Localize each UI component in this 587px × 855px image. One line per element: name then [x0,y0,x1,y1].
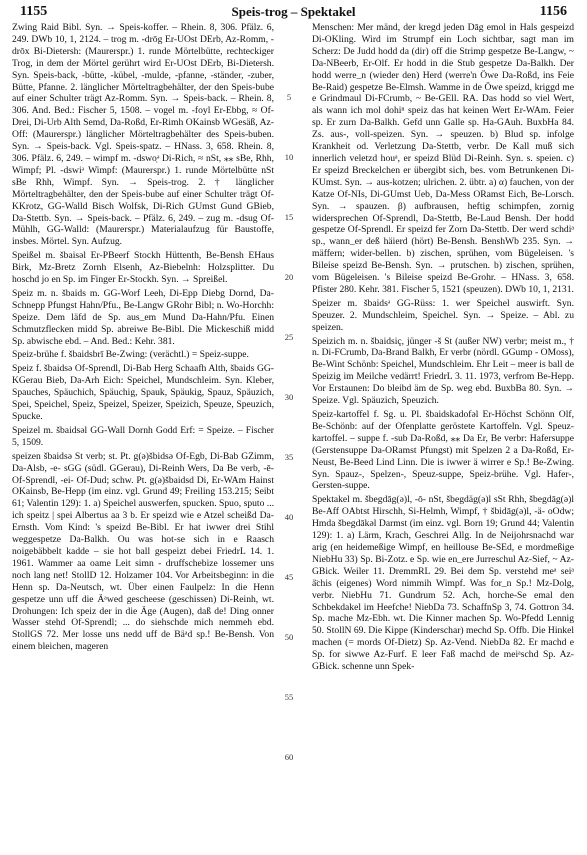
line-number: 55 [284,692,294,702]
page-header [0,0,587,22]
line-number: 45 [284,572,294,582]
line-number: 50 [284,632,294,642]
line-number: 60 [284,752,294,762]
running-title: Speis-trog – Spektakel [231,4,356,19]
line-number: 10 [284,152,294,162]
page-number-left: 1155 [20,4,48,19]
line-number: 30 [284,392,294,402]
page-number-right: 1156 [539,4,567,19]
line-number: 25 [284,332,294,342]
entry-paragraph: Speiz m. n. šbaids m. GG-Worf Leeh, Di-Epp Diebg Dornd, Da-Schnepp Pfungst Hahn/Pfu., Be-Langw GRohr Bibl; n. Wo-Horchh: Speize. Dem läfd de Sp. aus_em Mund Da-Hahn/Pfu. Einen Schmutzflecken midd Sp. abreiwe Be-Bibl. Die Mickeschiß midd Sp. abwische ebd. – And. Bed.: Kehr. 381. [12,287,274,347]
entry-paragraph: Speißel m. šbaisəl Er-PBeerf Stockh Hüttenth, Be-Bensh EHaus Birk, Mz-Bretz Zornh Elsenh, Az-Biebelnh: Holzsplitter. Du hoschd jo en Sp. im Finger Er-Stockh. Syn. → Spreißel. [12,250,274,286]
line-number: 40 [284,512,294,522]
line-number-gutter [274,22,304,850]
entry-paragraph: speizen šbaidsə St verb; st. Pt. g(ə)šbidsə Of-Egb, Di-Bab GZimm, Da-Alsb, -e- sGG (südl. GGerau), Di-Reinh Wers, Da Be verb, -ē- Of-Sprendl, -ei- Of-Dud; schw. Pt. g(ə)šbaidsd Di, Er-WAm Hainst OKainsb, Be-Hepp (im einz. vgl. Grund 49; Freiling 153.215; Seibt 61; Valentin 129): 1. a) Speichel auswerfen, spucken. Spuo, sputo ... ich speitz | spei Albertus aa 3 b. Er speizd wie e Atzel scheißd Da-Ernsth. Vom Kind: 's speizd Be-Bibl. Er hat iwwer drei Stihl weggespetze Da-Balkh. Ou was hot-se sich in e Raasch noigebäbbelt kadde – sie hot ball gespeizt debei FriedrL 14. 1. 1961. Wammer aa oame Leit simn - druffschebize lossemer uns noch lang net! StollD 12. Holzamer 104. Vor Arbeitsbeginn: in die Henn sp. Da-Neutsch, wt. Über einen Faulpelz: In die Henn gespetze unn uff die Äᵃwed gescheese (geschissen) Di-Reinh, wt. Drohungen: Ich speiz der in die Äge (Augen), daß de! Ding onner Wasser stehd Of-Sprendl; ... do siehschde mich nemmeh ebd. StollGS 72. Mer losse uns nedd uff de Bäᵃd sp.! Be-Bensh. Von einem bleichen, mageren [12,450,274,653]
line-number: 35 [284,452,294,462]
line-number: 15 [284,212,294,222]
entry-paragraph: Speizich m. n. šbaidsiç, jünger -š St (außer NW) verbr; meist m., † n. Di-FCrumb, Da-Brand Balkh, Er verbr (nördl. GGump - OMoss), Be-Wint Schönb: Speichel, Mundschleim. Ehr Leit – meer is ball de Speizig im Meilche vedärrt! FriedrL 3. 11. 1973, verfrom Be-Hepp. Vor Erstaunen: Do bleibd äm de Sp. weg ebd. BuxbBa 80. Syn. → Speize. Vgl. Späuzich, Speuzich. [312,335,574,407]
left-column [12,22,274,850]
entry-paragraph: Speizel m. šbaidsəl GG-Wall Dornh Godd Erf: = Speize. – Fischer 5, 1509. [12,424,274,448]
entry-paragraph: Speiz-kartoffel f. Sg. u. Pl. šbaidskadofəl Er-Höchst Schönn Olf, Be-Schönb: auf der Ofenplatte geröstete Kartoffeln. Vgl. Speuz-kartoffel. – suppe f. -sub Da-Roßd, ⁎⁎ Da Er, Be verbr: Hafersuppe (Gerstensuppe Da-ORamst Pfungst) mit Spelzen 2 a Da-Roßd, Er-Neust, Be-Beed Lind Linn. Die is iwwer ä wirrer e Sp.! Be-Zwing. Syn. Spauz-, Spelzen-, Speuz-suppe, Speiz-brühe. Vgl. Hafer-, Gersten-suppe. [312,409,574,492]
entry-paragraph: Menschen: Mer mänd, der kregd jeden Dāg emol in Hals gespeizd Di-OKling. Wird im Strumpf ein Loch sichtbar, sagt man im Scherz: De Judd hodd da (dir) off die Strimp gespetze Be-Langw, ~ Da-NBeerb, Er-Olf. Er hodd in die Stub gespetze Da-Balkh. Der hodd werre_n (wieder den) Herd (werre'n Öwe Da-Roßd, ins Feie Be-Raid) gespetze Be-Elmsh. Wamme in de Öwe speizd, kriggd me e Grindmaul Di-FCrumb, ~ Be-GEll. RA. Das hodd so viel Wert, als wann ich mol dohiⁿ speiz das hat keinen Wert Er-WAm. Feier sp. Er zurn Da-Balkh. Gefd unn Galle sp. Ha-GAuh. BuxbHa 84. Zs. aus-, voll-speizen. Syn. → speuzen. b) Blud sp. infolge Krankheit od. Verletzung Da-Stettb, verbr. De Kall muß sich innerlich veletzd houᵃ, er speizd Blüd Di-Reinh. Syn. s. speien. c) Er speizd Breckelchen er übergibt sich, bes. vom Betrunkenen Di-KUmst. Syn. → aus-kotzen; ulrichen. 2. übtr. a) α) fauchen, von der Katze Of-NIs, Di-GUmst Ueb, Da-Mess ORamst Eich, Be-Lorsch. Syn. → spauzen. β) aufbrausen, heftig schimpfen, zornig widersprechen Of-Sprendl, Da-Stettb, Be-Laud Bensh. Der hodd gespetze Of-Sprendl. Er speizd fer Zorn Da-Stettb. Der werd schdiᵃ sp., wann_er deß häierd (hört) Be-Bensh. BenshWb 235. Syn. → mäffern; wider-bellen. b) zischen, sprühen, vom Bügeleisen. 's Bileise speizd Be-Bensh. Syn. → prutschen. b) zischen, sprühen, vom Bügeleisen. 's Bileise speizd Be-Grohr. – HNass. 3, 658. Pfister 280. Kehr. 381. Fischer 5, 1521 (speuzen). DWb 10, 1, 2131. [312,22,574,295]
entry-paragraph: Zwing Raid Bibl. Syn. → Speis-koffer. – Rhein. 8, 306. Pfälz. 6, 249. DWb 10, 1, 2124. – trog m. -drōg Er-UOst DErb, Az-Romm, -drōx Bi-Dietersh: (Maurerspr.) 1. runde Mörtelbütte, rechteckiger Trog, in dem der Mörtel gerührt wird Er-UOst DErb, Bi-Dietersh. Syn. Speis-back, -bütte, -kübel, -mulde, -pfanne, -ständer, -zuber, Bütte, Pfanne. 2. länglicher Mörteltragbehälter, der den Speis-bube auf einer Schulter trägt Az-Romm. Syn. → Speis-back. – Rhein. 8, 306. And. Bed.: Fischer 5, 1508. – vogel m. -foyl Er-Ebbg, ≈ Of-Drei, Di-Urb Alth Semd, Da-Roßd, Er-Rimh OKainsb WGesäß, Az-Off: (Maurerspr.) länglicher Mörteltragbehälter des Speis-buben. Syn. → Speis-back. Vgl. Speis-spatz. – HNass. 3, 658. Rhein. 8, 306. Pfälz. 6, 249. – wimpf m. -dswo̜ᵊ Di-Rich, ≈ nSt, ⁎⁎ sBe, Rhh, Wimpf; Pl. -dswiᵊ Wimpf: (Maurerspr.) 1. runde Mörtelbütte nSt sBe Rhh, Wimpf. Syn. → Speis-trog. 2. † länglicher Mörteltragbehälter, den der Speis-bube auf einer Schulter trägt Of-KKrotz, GG-Walld Bisch Wolfsk, Di-Rich GUmst Gund GBieb, Da-Stettb. Syn. → Speis-back. – Pfälz. 6, 249. – zug m. -dsug Of-Mühlh, GG-Walld: (Maurerspr.) Materialaufzug für Baustoffe, insbes. Mörtel. Syn. Aufzug. [12,22,274,248]
entry-paragraph: Spektakel m. šbegdāg(ə)l, -ō- nSt, šbegdäg(ə)l sSt Rhh, šbegdāg(ə)l Be-Aff OAbtst Hirschh, Si-Helmh, Wimpf, † šbidāg(ə)l, -ä- oOdw; Hmda šbegdākəl Darmst (im einz. vgl. Born 19; Grund 44; Valentin 129): 1. a) Lärm, Krach, Geschrei Allg. In de Neijohrsnachd war arig (en heidemeßige Wimpf, en heillouse Be-SEd, e mordmeßige NiebHu 33) Sp. Bi-Zotz. e Sp. wie en_ere Jurreschul Az-Sief, ~ Az-GBick. Weiler 11. DremmRL 29. Bei dem Sp. verstehd meᵃ seiᵃ ä̈chis (eigenes) Word nimmih Wimpf. Was for_n Sp.! Mz-Dolg, verbr. NiebHu 71. Gundrum 52. Ach, horche-Se emal den Schbekdakel im Heefche! NiebDa 73. SchaffnSp 3, 74. Gottron 34. Sp. mache Mz-Ebh. wt. Die Kinner machen Sp. Wo-Pfedd Lennig 50. StollN 69. Die Kippe (Kinderschar) mechd Sp. Offb. Die Hinkel machen (= mords Of-Dietz) Sp. Az-Vend. NiebDa 82. Er machd e Sp. for siwwe Az-Furf. E leer Faß machd de meiᵃschd Sp. Az-GBick. schenne unn Spek- [312,494,574,673]
right-column [312,22,574,850]
entry-paragraph: Speiz f. šbaidsə Of-Sprendl, Di-Bab Herg Schaafh Alth, šbaids GG-KGerau Bieb, Da-Arh Eich: Speichel, Mundschleim. Syn. Kleber, Spauches, Späuchich, Späuchig, Spauk, Späukig, Spauz, Späuzich, Spei, Speichel, Speiz, Speizel, Speizer, Speizich, Speuze, Speuzich, Spucke. [12,363,274,422]
line-number: 5 [286,92,292,102]
entry-paragraph: Speizer m. šbaidsᵊ GG-Rüss: 1. wer Speichel auswirft. Syn. Speuzer. 2. Mundschleim, Speichel. Syn. → Speize. – Abl. zu speizen. [312,297,574,333]
entry-paragraph: Speiz-brühe f. šbaidsbrī Be-Zwing: (verächtl.) = Speiz-suppe. [12,349,249,361]
line-number: 20 [284,272,294,282]
